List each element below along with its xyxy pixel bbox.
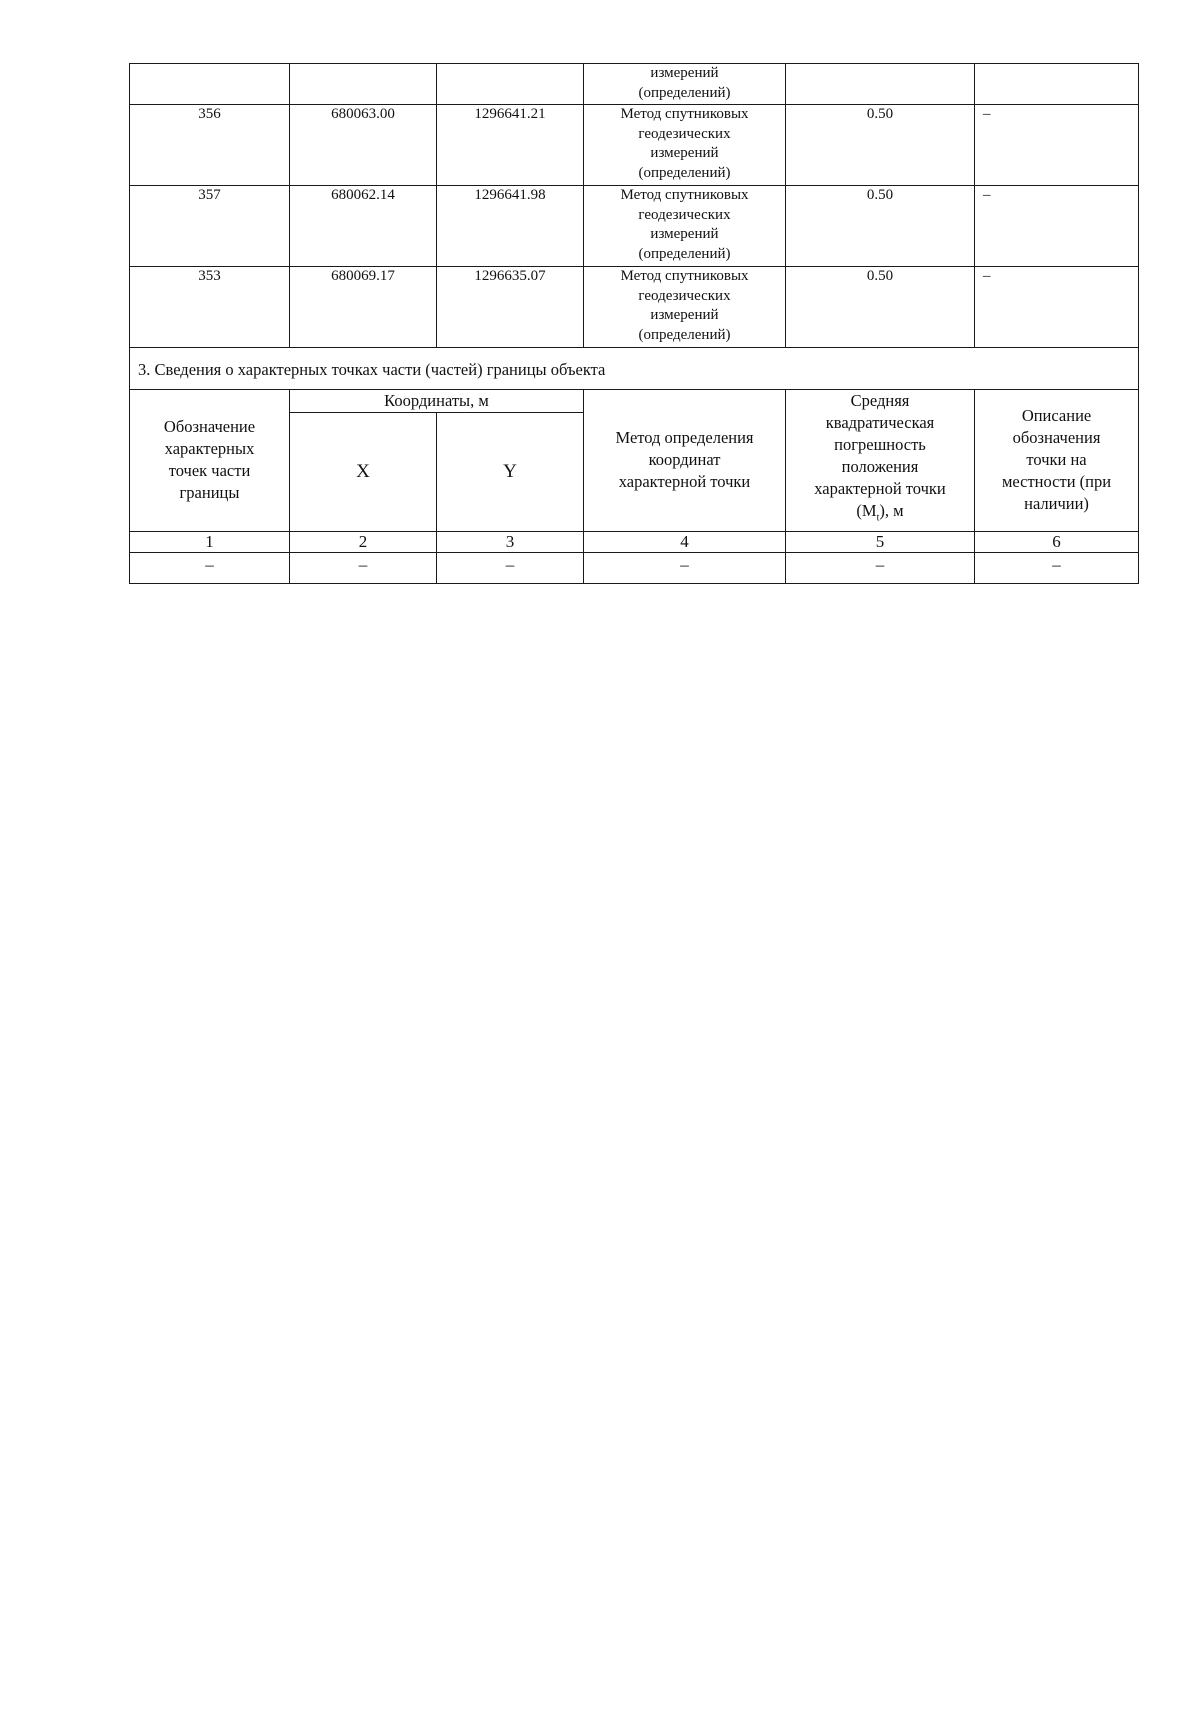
header-line: квадратическая xyxy=(825,413,935,433)
method-line: (определений) xyxy=(638,84,731,101)
method-cell xyxy=(584,64,786,105)
header-line: положения xyxy=(841,457,919,477)
point-cell xyxy=(130,64,290,105)
description-cell: – xyxy=(975,186,1139,267)
header-line: погрешность xyxy=(834,435,926,455)
header-x: X xyxy=(290,412,437,531)
column-numbers-row xyxy=(130,531,1139,552)
column-number: 4 xyxy=(584,531,786,552)
header-line: точек части xyxy=(168,461,251,480)
header-line: наличии) xyxy=(1024,494,1089,513)
method-cell xyxy=(584,267,786,348)
header-line: точки на xyxy=(1026,450,1087,469)
boundary-points-table xyxy=(129,63,1139,348)
empty-cell: – xyxy=(290,552,437,583)
table-row xyxy=(130,105,1139,186)
method-line: измерений xyxy=(650,65,719,81)
method-line: (определений) xyxy=(638,326,731,343)
column-number: 5 xyxy=(786,531,975,552)
accuracy-cell: 0.50 xyxy=(786,105,975,186)
part-boundary-points-table xyxy=(129,347,1139,584)
y-cell: 1296641.21 xyxy=(437,105,584,186)
header-line xyxy=(790,500,970,529)
header-coordinates-group: Координаты, м xyxy=(290,389,584,412)
method-line: (определений) xyxy=(638,245,731,262)
method-line: геодезических xyxy=(638,206,731,223)
header-line: обозначения xyxy=(1012,428,1101,447)
x-cell: 680062.14 xyxy=(290,186,437,267)
accuracy-cell xyxy=(786,64,975,105)
header-line: Описание xyxy=(1021,406,1092,425)
method-line: измерений xyxy=(650,226,719,242)
point-cell: 357 xyxy=(130,186,290,267)
header-method xyxy=(584,389,786,531)
header-text: ), м xyxy=(879,501,904,521)
x-cell xyxy=(290,64,437,105)
header-line: местности (при xyxy=(1001,472,1112,491)
method-line: Метод спутниковых xyxy=(620,106,749,122)
description-cell: – xyxy=(975,267,1139,348)
document-page xyxy=(129,63,1138,584)
method-line: измерений xyxy=(650,145,719,161)
method-line: (определений) xyxy=(638,164,731,181)
table-row xyxy=(130,552,1139,583)
empty-cell: – xyxy=(584,552,786,583)
column-number: 2 xyxy=(290,531,437,552)
header-point-designation xyxy=(130,389,290,531)
method-cell xyxy=(584,105,786,186)
header-line: характерной точки xyxy=(814,479,946,499)
header-line: характерной точки xyxy=(618,472,751,491)
header-line: координат xyxy=(648,450,721,469)
header-text: (M xyxy=(856,501,877,521)
empty-cell: – xyxy=(975,552,1139,583)
method-line: Метод спутниковых xyxy=(620,187,749,203)
header-line: Средняя xyxy=(850,391,910,411)
column-number: 3 xyxy=(437,531,584,552)
empty-cell: – xyxy=(437,552,584,583)
method-line: геодезических xyxy=(638,125,731,142)
method-line: измерений xyxy=(650,307,719,323)
column-number: 1 xyxy=(130,531,290,552)
header-accuracy xyxy=(786,389,975,531)
y-cell xyxy=(437,64,584,105)
method-line: Метод спутниковых xyxy=(620,268,749,284)
accuracy-cell: 0.50 xyxy=(786,267,975,348)
method-line: геодезических xyxy=(638,287,731,304)
header-line: характерных xyxy=(164,439,255,458)
description-cell: – xyxy=(975,105,1139,186)
column-number: 6 xyxy=(975,531,1139,552)
header-line: Метод определения xyxy=(615,428,754,447)
table-row xyxy=(130,186,1139,267)
point-cell: 356 xyxy=(130,105,290,186)
y-cell: 1296635.07 xyxy=(437,267,584,348)
header-row xyxy=(130,389,1139,412)
section-title: 3. Сведения о характерных точках части (частей) границы объекта xyxy=(130,347,1139,389)
point-cell: 353 xyxy=(130,267,290,348)
y-cell: 1296641.98 xyxy=(437,186,584,267)
header-line: границы xyxy=(179,483,240,502)
description-cell xyxy=(975,64,1139,105)
method-cell xyxy=(584,186,786,267)
x-cell: 680063.00 xyxy=(290,105,437,186)
header-y: Y xyxy=(437,412,584,531)
x-cell: 680069.17 xyxy=(290,267,437,348)
accuracy-cell: 0.50 xyxy=(786,186,975,267)
table-row xyxy=(130,64,1139,105)
header-line: Обозначение xyxy=(163,417,256,436)
section-title-row xyxy=(130,347,1139,389)
empty-cell: – xyxy=(786,552,975,583)
header-description xyxy=(975,389,1139,531)
table-row xyxy=(130,267,1139,348)
header-subscript: t xyxy=(876,512,880,524)
empty-cell: – xyxy=(130,552,290,583)
